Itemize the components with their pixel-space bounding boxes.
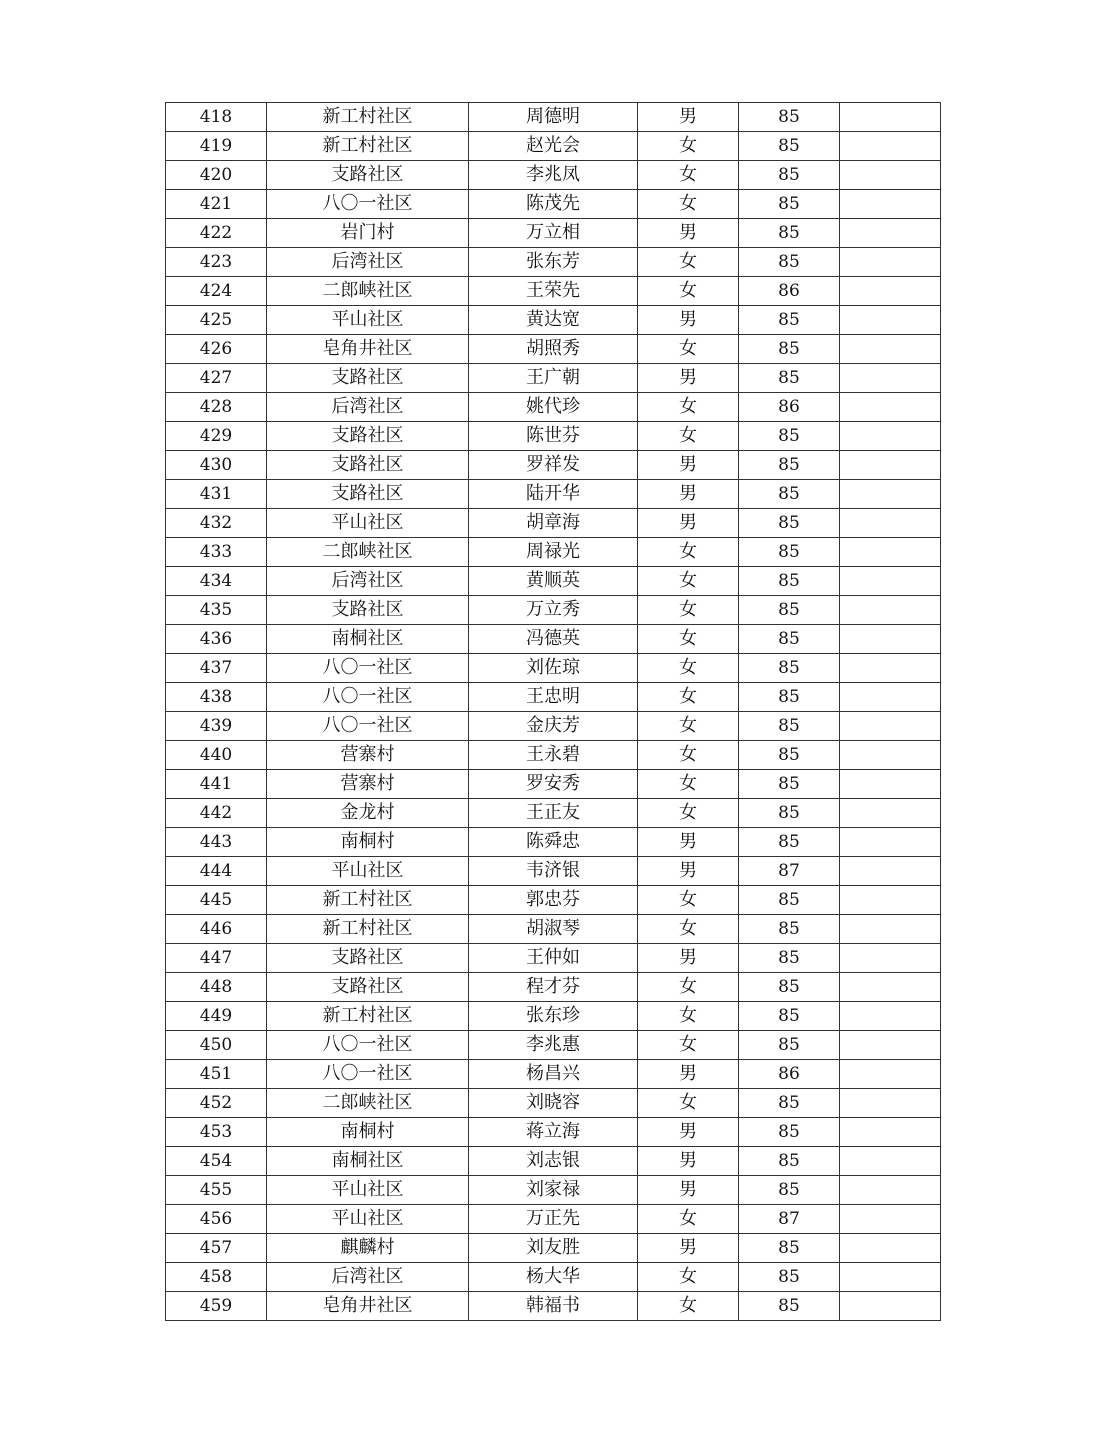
age-cell: 85 [739,219,840,248]
age-cell: 85 [739,1234,840,1263]
table-row [166,538,941,567]
age-cell: 85 [739,944,840,973]
gender-cell: 男 [638,828,739,857]
table-row [166,654,941,683]
gender-cell: 男 [638,103,739,132]
person-name-cell: 王广朝 [469,364,638,393]
gender-cell: 女 [638,161,739,190]
person-name-cell: 万立秀 [469,596,638,625]
table-row [166,683,941,712]
gender-cell: 女 [638,538,739,567]
gender-cell: 女 [638,1002,739,1031]
seq-number-cell: 446 [166,915,267,944]
seq-number-cell: 451 [166,1060,267,1089]
community-name-cell: 支路社区 [267,451,469,480]
age-cell: 85 [739,712,840,741]
community-name-cell: 八〇一社区 [267,712,469,741]
community-name-cell: 支路社区 [267,596,469,625]
age-cell: 85 [739,1002,840,1031]
community-name-cell: 营寨村 [267,741,469,770]
seq-number-cell: 424 [166,277,267,306]
community-name-cell: 新工村社区 [267,915,469,944]
table-row [166,1118,941,1147]
gender-cell: 女 [638,1292,739,1321]
remark-cell [840,654,941,683]
table-row [166,915,941,944]
gender-cell: 男 [638,1147,739,1176]
remark-cell [840,857,941,886]
community-name-cell: 支路社区 [267,973,469,1002]
person-name-cell: 刘佐琼 [469,654,638,683]
table-row [166,335,941,364]
seq-number-cell: 437 [166,654,267,683]
age-cell: 85 [739,683,840,712]
age-cell: 85 [739,103,840,132]
seq-number-cell: 429 [166,422,267,451]
remark-cell [840,538,941,567]
gender-cell: 男 [638,509,739,538]
table-row [166,828,941,857]
community-name-cell: 南桐社区 [267,625,469,654]
gender-cell: 男 [638,857,739,886]
table-row [166,393,941,422]
community-name-cell: 平山社区 [267,306,469,335]
seq-number-cell: 444 [166,857,267,886]
community-name-cell: 八〇一社区 [267,683,469,712]
person-name-cell: 杨昌兴 [469,1060,638,1089]
table-row [166,625,941,654]
person-name-cell: 万立相 [469,219,638,248]
table-row [166,596,941,625]
table-row [166,103,941,132]
gender-cell: 女 [638,1031,739,1060]
person-name-cell: 罗祥发 [469,451,638,480]
table-row [166,712,941,741]
seq-number-cell: 423 [166,248,267,277]
age-cell: 85 [739,248,840,277]
remark-cell [840,1205,941,1234]
age-cell: 87 [739,857,840,886]
community-name-cell: 南桐社区 [267,1147,469,1176]
remark-cell [840,1118,941,1147]
remark-cell [840,219,941,248]
seq-number-cell: 440 [166,741,267,770]
gender-cell: 女 [638,1263,739,1292]
gender-cell: 女 [638,683,739,712]
table-row [166,567,941,596]
table-row [166,1176,941,1205]
remark-cell [840,1147,941,1176]
gender-cell: 男 [638,1060,739,1089]
community-name-cell: 营寨村 [267,770,469,799]
person-name-cell: 张东珍 [469,1002,638,1031]
gender-cell: 女 [638,277,739,306]
person-name-cell: 赵光会 [469,132,638,161]
table-row [166,1089,941,1118]
person-name-cell: 刘友胜 [469,1234,638,1263]
age-cell: 85 [739,161,840,190]
person-name-cell: 姚代珍 [469,393,638,422]
table-row [166,741,941,770]
table-row [166,219,941,248]
community-name-cell: 八〇一社区 [267,190,469,219]
age-cell: 85 [739,1031,840,1060]
remark-cell [840,364,941,393]
remark-cell [840,625,941,654]
person-name-cell: 刘志银 [469,1147,638,1176]
community-name-cell: 平山社区 [267,509,469,538]
person-name-cell: 陈世芬 [469,422,638,451]
seq-number-cell: 428 [166,393,267,422]
table-row [166,770,941,799]
person-name-cell: 万正先 [469,1205,638,1234]
remark-cell [840,248,941,277]
community-name-cell: 新工村社区 [267,886,469,915]
person-name-cell: 郭忠芬 [469,886,638,915]
remark-cell [840,509,941,538]
seq-number-cell: 456 [166,1205,267,1234]
age-cell: 85 [739,625,840,654]
seq-number-cell: 453 [166,1118,267,1147]
gender-cell: 女 [638,741,739,770]
age-cell: 85 [739,886,840,915]
gender-cell: 女 [638,886,739,915]
gender-cell: 女 [638,132,739,161]
seq-number-cell: 422 [166,219,267,248]
remark-cell [840,973,941,1002]
gender-cell: 女 [638,1089,739,1118]
table-row [166,248,941,277]
age-cell: 86 [739,1060,840,1089]
community-name-cell: 南桐村 [267,1118,469,1147]
table-row [166,190,941,219]
seq-number-cell: 426 [166,335,267,364]
person-name-cell: 冯德英 [469,625,638,654]
gender-cell: 女 [638,335,739,364]
community-name-cell: 后湾社区 [267,393,469,422]
seq-number-cell: 455 [166,1176,267,1205]
gender-cell: 女 [638,393,739,422]
community-name-cell: 支路社区 [267,422,469,451]
remark-cell [840,161,941,190]
person-name-cell: 韩福书 [469,1292,638,1321]
person-name-cell: 王忠明 [469,683,638,712]
person-name-cell: 胡淑琴 [469,915,638,944]
remark-cell [840,306,941,335]
seq-number-cell: 447 [166,944,267,973]
gender-cell: 女 [638,973,739,1002]
community-name-cell: 支路社区 [267,364,469,393]
seq-number-cell: 442 [166,799,267,828]
community-name-cell: 八〇一社区 [267,1031,469,1060]
remark-cell [840,480,941,509]
seq-number-cell: 457 [166,1234,267,1263]
table-row [166,1060,941,1089]
age-cell: 85 [739,596,840,625]
community-name-cell: 后湾社区 [267,1263,469,1292]
seq-number-cell: 448 [166,973,267,1002]
age-cell: 85 [739,422,840,451]
roster-table [165,102,941,1321]
seq-number-cell: 432 [166,509,267,538]
community-name-cell: 新工村社区 [267,1002,469,1031]
age-cell: 85 [739,567,840,596]
community-name-cell: 后湾社区 [267,567,469,596]
remark-cell [840,1263,941,1292]
gender-cell: 男 [638,944,739,973]
person-name-cell: 金庆芳 [469,712,638,741]
person-name-cell: 李兆凤 [469,161,638,190]
table-row [166,451,941,480]
remark-cell [840,451,941,480]
age-cell: 85 [739,538,840,567]
seq-number-cell: 433 [166,538,267,567]
seq-number-cell: 445 [166,886,267,915]
remark-cell [840,132,941,161]
seq-number-cell: 458 [166,1263,267,1292]
remark-cell [840,741,941,770]
table-row [166,509,941,538]
person-name-cell: 周德明 [469,103,638,132]
community-name-cell: 后湾社区 [267,248,469,277]
gender-cell: 男 [638,364,739,393]
seq-number-cell: 441 [166,770,267,799]
seq-number-cell: 427 [166,364,267,393]
person-name-cell: 陈舜忠 [469,828,638,857]
gender-cell: 女 [638,567,739,596]
seq-number-cell: 450 [166,1031,267,1060]
remark-cell [840,1002,941,1031]
person-name-cell: 刘家禄 [469,1176,638,1205]
remark-cell [840,1292,941,1321]
person-name-cell: 王正友 [469,799,638,828]
community-name-cell: 二郎峡社区 [267,538,469,567]
community-name-cell: 支路社区 [267,161,469,190]
community-name-cell: 平山社区 [267,1176,469,1205]
person-name-cell: 蒋立海 [469,1118,638,1147]
age-cell: 85 [739,335,840,364]
age-cell: 85 [739,190,840,219]
table-row [166,1205,941,1234]
community-name-cell: 二郎峡社区 [267,277,469,306]
person-name-cell: 罗安秀 [469,770,638,799]
table-row [166,857,941,886]
table-row [166,277,941,306]
remark-cell [840,1176,941,1205]
community-name-cell: 金龙村 [267,799,469,828]
age-cell: 85 [739,1263,840,1292]
table-row [166,364,941,393]
age-cell: 85 [739,480,840,509]
person-name-cell: 黄达宽 [469,306,638,335]
gender-cell: 男 [638,306,739,335]
remark-cell [840,1031,941,1060]
table-row [166,132,941,161]
gender-cell: 女 [638,712,739,741]
remark-cell [840,422,941,451]
community-name-cell: 麒麟村 [267,1234,469,1263]
gender-cell: 男 [638,1234,739,1263]
remark-cell [840,683,941,712]
table-row [166,886,941,915]
gender-cell: 女 [638,915,739,944]
community-name-cell: 皂角井社区 [267,335,469,364]
remark-cell [840,712,941,741]
table-row [166,1234,941,1263]
person-name-cell: 张东芳 [469,248,638,277]
age-cell: 85 [739,915,840,944]
community-name-cell: 皂角井社区 [267,1292,469,1321]
seq-number-cell: 459 [166,1292,267,1321]
table-row [166,944,941,973]
community-name-cell: 八〇一社区 [267,654,469,683]
table-row [166,973,941,1002]
remark-cell [840,567,941,596]
gender-cell: 女 [638,770,739,799]
person-name-cell: 陈茂先 [469,190,638,219]
gender-cell: 男 [638,1118,739,1147]
remark-cell [840,1089,941,1118]
seq-number-cell: 449 [166,1002,267,1031]
gender-cell: 女 [638,1205,739,1234]
age-cell: 85 [739,1292,840,1321]
seq-number-cell: 419 [166,132,267,161]
remark-cell [840,596,941,625]
person-name-cell: 胡章海 [469,509,638,538]
age-cell: 86 [739,393,840,422]
person-name-cell: 黄顺英 [469,567,638,596]
seq-number-cell: 425 [166,306,267,335]
age-cell: 85 [739,973,840,1002]
community-name-cell: 支路社区 [267,480,469,509]
gender-cell: 女 [638,190,739,219]
age-cell: 86 [739,277,840,306]
seq-number-cell: 421 [166,190,267,219]
age-cell: 85 [739,654,840,683]
person-name-cell: 陆开华 [469,480,638,509]
seq-number-cell: 454 [166,1147,267,1176]
seq-number-cell: 435 [166,596,267,625]
seq-number-cell: 418 [166,103,267,132]
age-cell: 85 [739,799,840,828]
age-cell: 87 [739,1205,840,1234]
person-name-cell: 韦济银 [469,857,638,886]
community-name-cell: 平山社区 [267,857,469,886]
remark-cell [840,944,941,973]
table-row [166,1031,941,1060]
person-name-cell: 王荣先 [469,277,638,306]
seq-number-cell: 420 [166,161,267,190]
gender-cell: 女 [638,654,739,683]
remark-cell [840,103,941,132]
remark-cell [840,886,941,915]
gender-cell: 男 [638,1176,739,1205]
person-name-cell: 刘晓容 [469,1089,638,1118]
table-row [166,799,941,828]
community-name-cell: 南桐村 [267,828,469,857]
table-row [166,1147,941,1176]
seq-number-cell: 436 [166,625,267,654]
remark-cell [840,1234,941,1263]
gender-cell: 女 [638,248,739,277]
person-name-cell: 程才芬 [469,973,638,1002]
seq-number-cell: 439 [166,712,267,741]
age-cell: 85 [739,1089,840,1118]
remark-cell [840,277,941,306]
age-cell: 85 [739,509,840,538]
remark-cell [840,190,941,219]
community-name-cell: 平山社区 [267,1205,469,1234]
table-row [166,306,941,335]
person-name-cell: 李兆惠 [469,1031,638,1060]
community-name-cell: 岩门村 [267,219,469,248]
community-name-cell: 支路社区 [267,944,469,973]
age-cell: 85 [739,1118,840,1147]
age-cell: 85 [739,364,840,393]
remark-cell [840,770,941,799]
gender-cell: 男 [638,451,739,480]
gender-cell: 女 [638,625,739,654]
seq-number-cell: 431 [166,480,267,509]
person-name-cell: 王永碧 [469,741,638,770]
gender-cell: 女 [638,422,739,451]
remark-cell [840,335,941,364]
community-name-cell: 八〇一社区 [267,1060,469,1089]
seq-number-cell: 452 [166,1089,267,1118]
person-name-cell: 王仲如 [469,944,638,973]
gender-cell: 男 [638,219,739,248]
table-row [166,161,941,190]
seq-number-cell: 438 [166,683,267,712]
seq-number-cell: 430 [166,451,267,480]
remark-cell [840,799,941,828]
age-cell: 85 [739,828,840,857]
age-cell: 85 [739,1147,840,1176]
community-name-cell: 二郎峡社区 [267,1089,469,1118]
age-cell: 85 [739,1176,840,1205]
age-cell: 85 [739,770,840,799]
age-cell: 85 [739,132,840,161]
remark-cell [840,828,941,857]
age-cell: 85 [739,306,840,335]
person-name-cell: 杨大华 [469,1263,638,1292]
remark-cell [840,1060,941,1089]
age-cell: 85 [739,741,840,770]
remark-cell [840,393,941,422]
table-row [166,480,941,509]
community-name-cell: 新工村社区 [267,132,469,161]
table-row [166,1292,941,1321]
age-cell: 85 [739,451,840,480]
seq-number-cell: 443 [166,828,267,857]
community-name-cell: 新工村社区 [267,103,469,132]
table-row [166,422,941,451]
seq-number-cell: 434 [166,567,267,596]
gender-cell: 男 [638,480,739,509]
gender-cell: 女 [638,799,739,828]
person-name-cell: 周禄光 [469,538,638,567]
person-name-cell: 胡照秀 [469,335,638,364]
remark-cell [840,915,941,944]
table-row [166,1263,941,1292]
gender-cell: 女 [638,596,739,625]
table-row [166,1002,941,1031]
roster-body [166,103,941,1321]
